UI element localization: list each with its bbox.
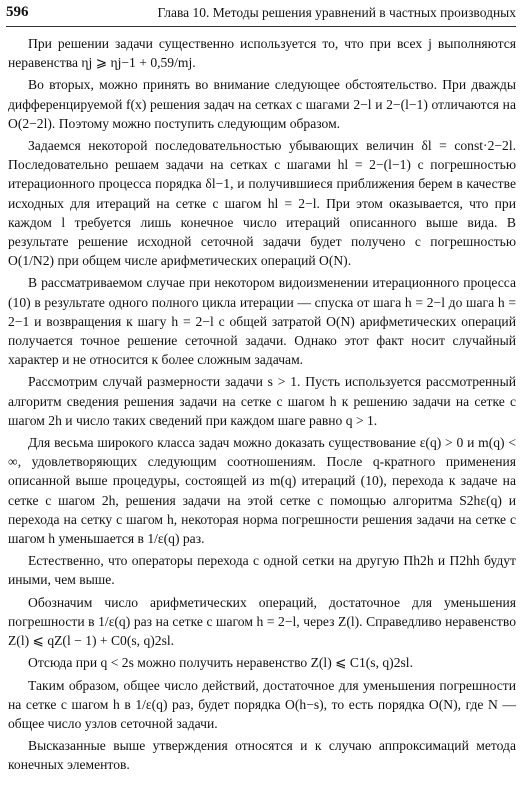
chapter-title: Глава 10. Методы решения уравнений в частных производных: [157, 5, 516, 20]
page-number: 596: [6, 4, 29, 20]
paragraph-4: В рассматриваемом случае при некотором видоизменении итерационного процесса (10) в результате одного полного цикла итерации — спуска от шага h = 2−l до шага h = 2−1 и возвращения к шагу h = 2−l с общей затратой O(N) арифметических операций получается точное решение сеточной задачи. Однако этот факт носит случайный характер и не относится к более сложным задачам.: [8, 275, 516, 368]
paragraph-8: Обозначим число арифметических операций, достаточное для уменьшения погрешности в 1/ε(q) раз на сетке с шагом h = 2−l, через Z(l). Справедливо неравенство Z(l) ⩽ qZ(l − 1) + C0(s, q)2sl.: [8, 594, 516, 649]
page-header: [6, 4, 516, 27]
paragraph-10: Таким образом, общее число действий, достаточное для уменьшения погрешности на сетке с шагом h в 1/ε(q) раз, будет порядка O(h−s), то есть порядка O(N), где N — общее число узлов сеточной задачи.: [8, 677, 516, 731]
paragraph-2: Во вторых, можно принять во внимание следующее обстоятельство. При дважды дифференцируемой f(x) решения задач на сетках с шагами 2−l и 2−(l−1) отличаются на O(2−2l). Поэтому можно поступить следующим образом.: [8, 77, 516, 131]
paragraph-6: Для весьма широкого класса задач можно доказать существование ε(q) > 0 и m(q) < ∞, удовлетворяющих следующим соотношениям. После q-кратного применения описанной выше процедуры, состоящей из m(q) итераций (10), перехода к задаче на сетке с шагом 2h, решения задачи на этой сетке с помощью алгоритма S2hε(q) и перехода на сетку с шагом h, некоторая норма погрешности решения задачи на сетке с шагом h уменьшается в 1/ε(q) раз.: [8, 435, 516, 547]
paragraph-11: Высказанные выше утверждения относятся и к случаю аппроксимаций метода конечных элементов.: [8, 738, 516, 773]
paragraph-7: Естественно, что операторы перехода с одной сетки на другую Πh2h и Π2hh будут иными, чем выше.: [8, 553, 516, 588]
body-text: [8, 34, 516, 778]
paragraph-1: При решении задачи существенно используется то, что при всех j выполняются неравенства ηj ⩾ ηj−1 + 0,59/mj.: [8, 36, 516, 71]
paragraph-3: Задаемся некоторой последовательностью убывающих величин δl = const·2−2l. Последовательно решаем задачи на сетках с шагами hl = 2−(l−1) с погрешностью итерационного процесса порядка δl−1, и получившиеся приближения берем в качестве исходных для итераций на сетке с шагом hl = 2−l. При этом оказывается, что при каждом l требуется лишь конечное число итераций описанного выше вида. В результате решение исходной сеточной задачи будет получено с погрешностью O(1/N2) при общем числе арифметических операций O(N).: [8, 138, 516, 269]
paragraph-5: Рассмотрим случай размерности задачи s > 1. Пусть используется рассмотренный алгоритм сведения решения задачи на сетке с шагом h к решению задачи на сетке с шагом 2h и число таких сведений при каждом шаге равно q > 1.: [8, 374, 516, 428]
paragraph-9: Отсюда при q < 2s можно получить неравенство Z(l) ⩽ C1(s, q)2sl.: [28, 655, 413, 671]
